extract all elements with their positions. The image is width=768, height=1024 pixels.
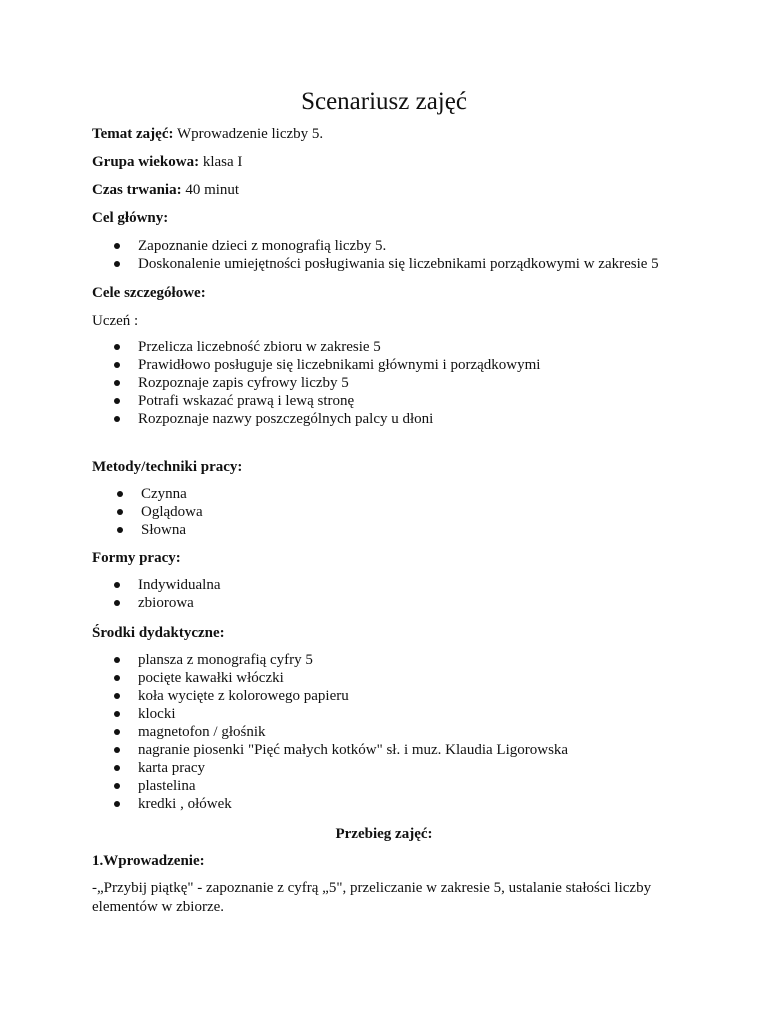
- duration-line: [92, 181, 239, 199]
- bullet-icon: [114, 380, 120, 386]
- bullet-icon: [117, 509, 123, 515]
- topic-line: [92, 125, 323, 143]
- bullet-icon: [114, 362, 120, 368]
- intro-section-heading: 1.Wprowadzenie:: [92, 853, 205, 869]
- bullet-icon: [117, 527, 123, 533]
- detailed-goals-intro: Uczeń :: [92, 313, 139, 329]
- bullet-icon: [114, 693, 120, 699]
- bullet-icon: [117, 491, 123, 497]
- bullet-icon: [114, 243, 120, 249]
- bullet-icon: [114, 582, 120, 588]
- topic-label: Temat zajęć:: [92, 126, 174, 142]
- bullet-icon: [114, 600, 120, 606]
- bullet-icon: [114, 783, 120, 789]
- document-page: Scenariusz zajęć Temat zajęć: Wprowadzenie liczby 5. Grupa wiekowa: klasa I Czas trwania: 40 minut Cel główny: Zapoznanie dzieci z monografią liczby 5. Doskonalenie umiejętności posługiwania się liczebnikami porządkowymi w zakresie 5 Cele szczegółowe: Uczeń : Przelicza liczebność zbioru w zakresie 5 Prawidłowo posługuje się liczebnikami głównymi i porządkowymi Rozpoznaje zapis cyfrowy liczby 5 Potrafi wskazać prawą i lewą stronę Rozpoznaje nazwy poszczególnych palcy u dłoni Metody/techniki pracy: Czynna Oglądowa Słowna Formy pracy: Indywidualna zbiorowa Środki dydaktyczne: plansza z monografią cyfry 5 pocięte kawałki włóczki koła wycięte z kolorowego papieru klocki magnetofon / głośnik nagranie piosenki "Pięć małych kotków" sł. i muz. Klaudia Ligorowska karta pracy plastelina kredki , ołówek Przebieg zajęć: 1.Wprowadzenie: -„Przybij piątkę" - zapoznanie z cyfrą „5", przeliczanie w zakresie 5, ustalanie stałości liczby elementów w zbiorze.: [0, 0, 768, 1024]
- bullet-icon: [114, 398, 120, 404]
- bullet-icon: [114, 675, 120, 681]
- bullet-icon: [114, 729, 120, 735]
- age-group-value: klasa I: [199, 154, 243, 170]
- bullet-icon: [114, 801, 120, 807]
- detailed-goals-heading: Cele szczegółowe:: [92, 285, 206, 301]
- bullet-icon: [114, 657, 120, 663]
- age-group-label: Grupa wiekowa:: [92, 154, 200, 170]
- methods-heading: Metody/techniki pracy:: [92, 459, 243, 475]
- bullet-icon: [114, 711, 120, 717]
- duration-value: 40 minut: [181, 182, 240, 198]
- bullet-icon: [114, 747, 120, 753]
- main-goal-heading: Cel główny:: [92, 210, 169, 226]
- intro-section-text: -„Przybij piątkę" - zapoznanie z cyfrą „5", przeliczanie w zakresie 5, ustalanie stałości liczby elementów w zbiorze.: [92, 880, 652, 915]
- forms-heading: Formy pracy:: [92, 550, 181, 566]
- bullet-icon: [114, 416, 120, 422]
- duration-label: Czas trwania:: [92, 182, 182, 198]
- age-group-line: [92, 153, 242, 171]
- materials-heading: Środki dydaktyczne:: [92, 625, 225, 641]
- document-title: Scenariusz zajęć: [301, 88, 467, 115]
- course-heading: Przebieg zajęć:: [335, 826, 433, 842]
- bullet-icon: [114, 765, 120, 771]
- bullet-icon: [114, 344, 120, 350]
- topic-value: Wprowadzenie liczby 5.: [173, 126, 324, 142]
- bullet-icon: [114, 261, 120, 267]
